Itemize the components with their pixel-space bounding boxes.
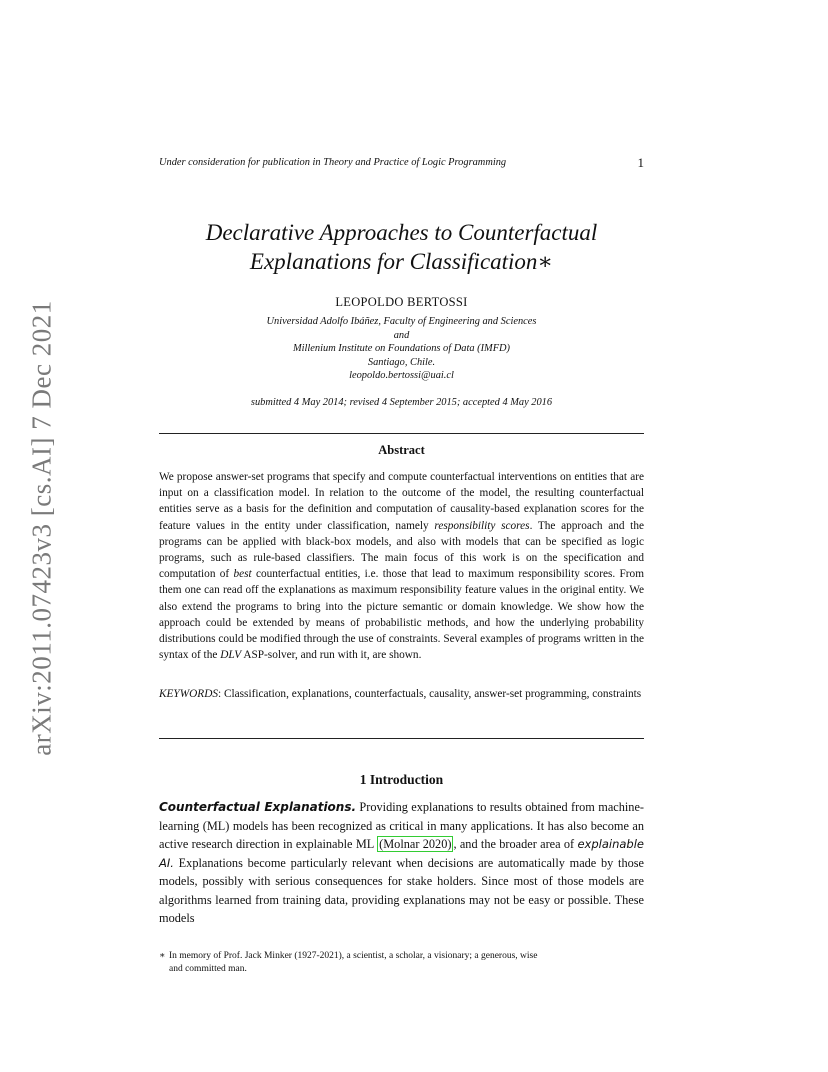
abstract-bottom-rule bbox=[159, 738, 644, 739]
affiliation-line-2: and bbox=[393, 329, 410, 341]
intro-text-part-2: , and the broader area of bbox=[453, 837, 578, 851]
abstract-emphasis-best: best bbox=[233, 568, 252, 581]
footnote-line-1: In memory of Prof. Jack Minker (1927-2021), a scientist, a scholar, a visionary; a generous, wise bbox=[169, 951, 538, 961]
keywords-text: : Classification, explanations, counterfactuals, causality, answer-set programming, constraints bbox=[218, 688, 642, 700]
author-name: LEOPOLDO BERTOSSI bbox=[335, 295, 468, 309]
title-line-2: Explanations for Classification∗ bbox=[249, 249, 554, 274]
running-head-text: Under consideration for publication in Theory and Practice of Logic Programming bbox=[159, 157, 507, 168]
abstract-text-part-4: ASP-solver, and run with it, are shown. bbox=[241, 649, 422, 662]
affiliation-line-4: Santiago, Chile. bbox=[367, 356, 436, 368]
intro-text-part-1: Providing explanations to results obtained from machine-learning (ML) models has been recognized as critical in many applications. It has also become an active research direction in explainable ML bbox=[159, 800, 644, 851]
abstract-text bbox=[159, 469, 644, 663]
abstract-text-part-3: counterfactual entities, i.e. those that lead to maximum responsibility scores. From them one can read off the explanations as maximum responsibility feature values in the original entity. We also extend the programs to bring into the picture semantic or domain knowledge. We show how the approach could be extended by means of probabilistic methods, and how the underlying probability distributions could be modified through the use of constraints. Several examples of programs written in the syntax of the bbox=[159, 568, 644, 662]
section-heading-introduction: 1 Introduction bbox=[359, 772, 444, 787]
arxiv-identifier-text: arXiv:2011.07423v3 [cs.AI] 7 Dec 2021 bbox=[26, 300, 57, 756]
abstract-emphasis-dlv: DLV bbox=[220, 649, 242, 662]
intro-text-part-3: Explanations become particularly relevant when decisions are automatically made by those models, possibly with serious consequences for stake holders. Since most of those models are algorithms learned from training data, providing explanations may not be easy or possible. These models bbox=[159, 855, 644, 925]
abstract-heading: Abstract bbox=[378, 443, 425, 457]
abstract-text-part-2: . The approach and the programs can be applied with black-box models, and also with models that can be specified as logic programs, such as rule-based classifiers. The main focus of this work is on the specification and computation of bbox=[159, 519, 644, 581]
author-affiliation bbox=[159, 315, 644, 383]
title-line-1: Declarative Approaches to Counterfactual bbox=[205, 220, 598, 245]
citation-link-molnar-2020[interactable]: (Molnar 2020) bbox=[379, 837, 452, 851]
page-number: 1 bbox=[637, 155, 644, 170]
keywords bbox=[159, 686, 644, 702]
abstract-top-rule bbox=[159, 433, 644, 434]
running-head bbox=[159, 157, 644, 173]
affiliation-line-1: Universidad Adolfo Ibáñez, Faculty of Engineering and Sciences bbox=[266, 316, 537, 327]
introduction-paragraph bbox=[159, 798, 644, 928]
footnote-line-2: and committed man. bbox=[169, 963, 247, 974]
intro-emphasis-explainable-ai: explainable AI. bbox=[159, 837, 644, 870]
footnote bbox=[159, 950, 644, 975]
abstract-text-part-1: We propose answer-set programs that specify and compute counterfactual interventions on entities that are input on a classification model. In relation to the outcome of the model, the resulting counterfactual entities serve as a basis for the definition and computation of causality-based explanation scores for the feature values in the entity under classification, namely bbox=[159, 471, 644, 532]
author-email: leopoldo.bertossi@uai.cl bbox=[349, 370, 454, 382]
keywords-label: KEYWORDS bbox=[159, 688, 218, 700]
paper-title bbox=[159, 218, 644, 276]
footnote-mark: ∗ bbox=[159, 951, 166, 961]
submission-dates: submitted 4 May 2014; revised 4 September 2015; accepted 4 May 2016 bbox=[250, 397, 553, 408]
abstract-emphasis-responsibility: responsibility scores bbox=[434, 519, 530, 532]
paragraph-heading: Counterfactual Explanations. bbox=[159, 800, 357, 814]
affiliation-line-3: Millenium Institute on Foundations of Data (IMFD) bbox=[292, 343, 511, 355]
